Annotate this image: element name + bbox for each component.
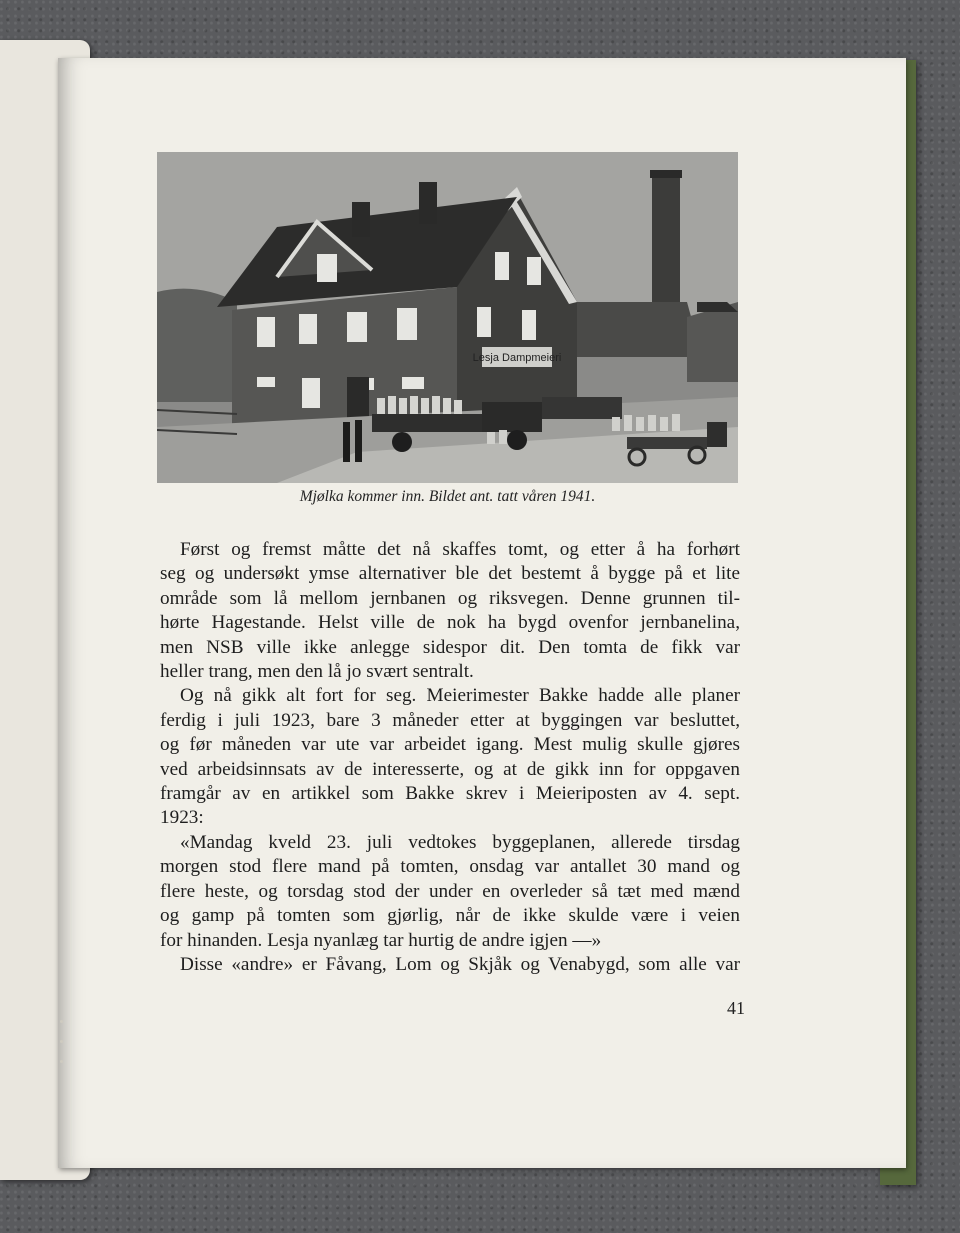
text-line: Først og fremst måtte det nå skaffes tomt, og etter å ha forhørt xyxy=(180,539,740,560)
text-line: og gamp på tomten som gjørlig, når de ikke skulde være i veien xyxy=(160,905,740,927)
body-text xyxy=(160,538,740,977)
page-number: 41 xyxy=(727,998,745,1018)
text-line: hørte Hagestande. Helst ville de nok ha bygd ovenfor jernbanelina, xyxy=(160,612,740,634)
text-line: framgår av en artikkel som Bakke skrev i Meieriposten av 4. sept. xyxy=(160,783,740,805)
text-line: heller trang, men den lå jo svært sentralt. xyxy=(160,661,474,683)
text-line: Og nå gikk alt fort for seg. Meierimester Bakke hadde alle planer xyxy=(180,685,740,707)
photo-caption: Mjølka kommer inn. Bildet ant. tatt våren 1941. xyxy=(299,488,596,505)
text-line: område som lå mellom jernbanen og riksvegen. Denne grunnen til- xyxy=(160,587,740,609)
text-line: men NSB ville ikke anlegge sidespor dit. Den tomta de fikk var xyxy=(160,636,740,658)
text-line: for hinanden. Lesja nyanlæg tar hurtig de andre igjen —» xyxy=(160,929,602,951)
dairy-photo xyxy=(157,152,738,483)
binding-stitch xyxy=(60,1040,63,1043)
text-line: flere heste, og torsdag stod der under en overleder så tæt med mænd xyxy=(160,880,740,902)
binding-stitch xyxy=(60,1020,63,1023)
binding-stitch xyxy=(60,1060,63,1063)
building-sign: Lesja Dampmeieri xyxy=(472,352,562,364)
text-line: «Mandag kveld 23. juli vedtokes byggeplanen, allerede tirsdag xyxy=(180,831,740,853)
text-line: Disse «andre» er Fåvang, Lom og Skjåk og Venabygd, som alle var xyxy=(180,953,740,975)
text-line: 1923: xyxy=(160,807,204,829)
text-line: og før måneden var ute var arbeidet igang. Mest mulig skulle gjøres xyxy=(160,734,740,756)
text-line: morgen stod flere mand på tomten, onsdag var antallet 30 mand og xyxy=(160,856,740,878)
text-line: ved arbeidsinnsats av de interesserte, og at de gikk inn for oppgaven xyxy=(160,758,740,780)
text-line: ferdig i juli 1923, bare 3 måneder etter at byggingen var besluttet, xyxy=(160,709,740,731)
text-line: seg og undersøkt ymse alternativer ble det bestemt å bygge på et lite xyxy=(160,563,740,585)
